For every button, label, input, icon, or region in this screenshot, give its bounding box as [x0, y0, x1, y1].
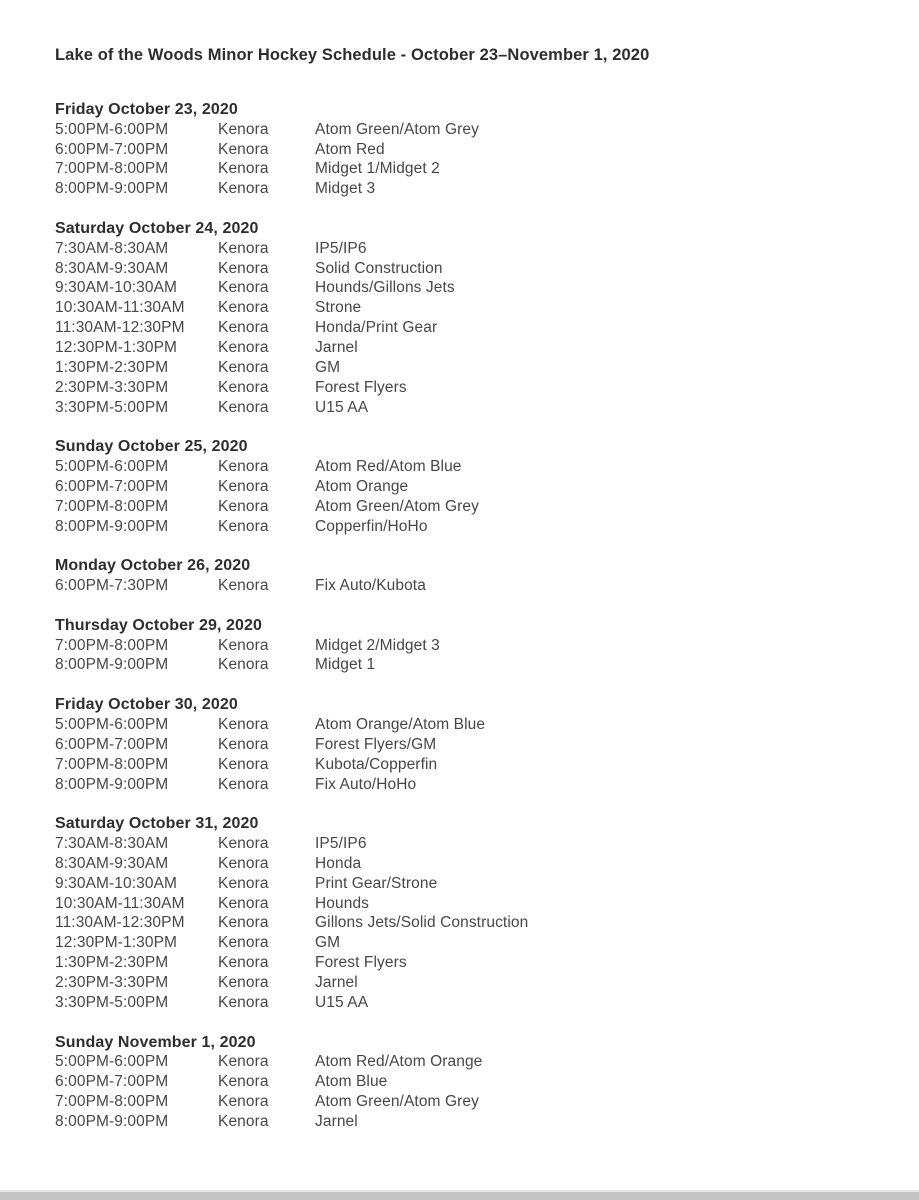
time-slot: 10:30AM-11:30AM — [55, 299, 185, 317]
location-label: Kenora — [218, 854, 269, 872]
time-slot: 8:30AM-9:30AM — [55, 259, 169, 277]
time-slot: 8:00PM-9:00PM — [55, 180, 169, 198]
schedule-row — [55, 159, 879, 179]
location-label: Kenora — [218, 279, 269, 297]
time-slot: 7:00PM-8:00PM — [55, 160, 169, 178]
schedule-row — [55, 1052, 879, 1072]
schedule-row — [55, 338, 879, 358]
location-label: Kenora — [218, 338, 269, 356]
teams-label: Atom Red/Atom Blue — [315, 458, 462, 476]
section-date-header: Saturday October 31, 2020 — [55, 815, 259, 833]
location-label: Kenora — [218, 775, 269, 793]
location-label: Kenora — [218, 656, 269, 674]
location-label: Kenora — [218, 1093, 269, 1111]
section-date-header: Thursday October 29, 2020 — [55, 616, 263, 634]
teams-label: Forest Flyers — [315, 378, 407, 396]
teams-label: Hounds/Gillons Jets — [315, 279, 455, 297]
time-slot: 11:30AM-12:30PM — [55, 914, 185, 932]
teams-label: Honda/Print Gear — [315, 319, 438, 337]
teams-label: Fix Auto/HoHo — [315, 775, 417, 793]
teams-label: Jarnel — [315, 338, 358, 356]
teams-label: Jarnel — [315, 973, 358, 991]
teams-label: Copperfin/HoHo — [315, 517, 428, 535]
schedule-row — [55, 398, 879, 418]
location-label: Kenora — [218, 835, 269, 853]
schedule-row — [55, 477, 879, 497]
teams-label: Atom Green/Atom Grey — [315, 120, 479, 138]
location-label: Kenora — [218, 716, 269, 733]
location-label: Kenora — [218, 636, 269, 654]
teams-label: GM — [315, 358, 341, 376]
time-slot: 7:00PM-8:00PM — [55, 755, 169, 773]
schedule-row — [55, 179, 879, 199]
teams-label: Atom Blue — [315, 1073, 388, 1091]
teams-label: IP5/IP6 — [315, 239, 367, 257]
section-date-header: Friday October 30, 2020 — [55, 696, 238, 714]
time-slot: 5:00PM-6:00PM — [55, 120, 169, 138]
time-slot: 3:30PM-5:00PM — [55, 398, 169, 416]
location-label: Kenora — [218, 497, 269, 515]
schedule-row — [55, 239, 879, 259]
location-label: Kenora — [218, 993, 269, 1011]
schedule-section — [55, 219, 879, 417]
schedule-row — [55, 933, 879, 953]
teams-label: Solid Construction — [315, 259, 443, 277]
schedule-row — [55, 576, 879, 596]
time-slot: 8:00PM-9:00PM — [55, 656, 169, 674]
location-label: Kenora — [218, 120, 269, 138]
schedule-row — [55, 259, 879, 279]
schedule-row — [55, 1092, 879, 1112]
schedule-row — [55, 735, 879, 755]
time-slot: 7:30AM-8:30AM — [55, 239, 169, 257]
section-date-header: Friday October 23, 2020 — [55, 100, 238, 118]
location-label: Kenora — [218, 577, 269, 595]
teams-label: U15 AA — [315, 993, 369, 1011]
teams-label: Midget 2/Midget 3 — [315, 636, 440, 654]
teams-label: Atom Orange — [315, 477, 409, 495]
schedule-row — [55, 834, 879, 854]
time-slot: 5:00PM-6:00PM — [55, 716, 169, 733]
time-slot: 12:30PM-1:30PM — [55, 934, 178, 952]
location-label: Kenora — [218, 299, 269, 317]
schedule-row — [55, 993, 879, 1013]
teams-label: Jarnel — [315, 1112, 358, 1130]
time-slot: 8:00PM-9:00PM — [55, 775, 169, 793]
time-slot: 5:00PM-6:00PM — [55, 1053, 169, 1071]
teams-label: Midget 1 — [315, 656, 376, 674]
time-slot: 6:00PM-7:30PM — [55, 577, 169, 595]
location-label: Kenora — [218, 378, 269, 396]
teams-label: Midget 1/Midget 2 — [315, 160, 440, 178]
section-date-header: Saturday October 24, 2020 — [55, 219, 259, 237]
schedule-row — [55, 517, 879, 537]
location-label: Kenora — [218, 160, 269, 178]
schedule-row — [55, 715, 879, 735]
schedule-row — [55, 1112, 879, 1132]
schedule-row — [55, 655, 879, 675]
schedule-section — [55, 556, 879, 596]
schedule-row — [55, 636, 879, 656]
time-slot: 10:30AM-11:30AM — [55, 894, 185, 912]
teams-label: Gillons Jets/Solid Construction — [315, 914, 529, 932]
location-label: Kenora — [218, 477, 269, 495]
time-slot: 3:30PM-5:00PM — [55, 993, 169, 1011]
schedule-row — [55, 140, 879, 160]
teams-label: Kubota/Copperfin — [315, 755, 438, 773]
teams-label: GM — [315, 934, 341, 952]
location-label: Kenora — [218, 914, 269, 932]
teams-label: Print Gear/Strone — [315, 874, 438, 892]
time-slot: 7:00PM-8:00PM — [55, 636, 169, 654]
time-slot: 1:30PM-2:30PM — [55, 358, 169, 376]
schedule-section — [55, 695, 879, 794]
location-label: Kenora — [218, 934, 269, 952]
schedule-row — [55, 457, 879, 477]
schedule-row — [55, 497, 879, 517]
teams-label: Midget 3 — [315, 180, 376, 198]
location-label: Kenora — [218, 735, 269, 753]
time-slot: 2:30PM-3:30PM — [55, 973, 169, 991]
location-label: Kenora — [218, 1053, 269, 1071]
bottom-scrollbar[interactable] — [0, 1190, 919, 1200]
teams-label: Forest Flyers/GM — [315, 735, 437, 753]
location-label: Kenora — [218, 894, 269, 912]
time-slot: 7:00PM-8:00PM — [55, 497, 169, 515]
schedule-section — [55, 616, 879, 676]
location-label: Kenora — [218, 458, 269, 476]
time-slot: 5:00PM-6:00PM — [55, 458, 169, 476]
time-slot: 9:30AM-10:30AM — [55, 279, 178, 297]
schedule-row — [55, 874, 879, 894]
time-slot: 2:30PM-3:30PM — [55, 378, 169, 396]
teams-label: Atom Orange/Atom Blue — [315, 716, 486, 733]
time-slot: 9:30AM-10:30AM — [55, 874, 178, 892]
schedule-sections — [55, 100, 879, 1132]
schedule-row — [55, 120, 879, 140]
schedule-section — [55, 814, 879, 1012]
location-label: Kenora — [218, 874, 269, 892]
schedule-row — [55, 378, 879, 398]
teams-label: Atom Red/Atom Orange — [315, 1053, 483, 1071]
teams-label: Atom Green/Atom Grey — [315, 497, 479, 515]
schedule-row — [55, 953, 879, 973]
schedule-row — [55, 894, 879, 914]
location-label: Kenora — [218, 1112, 269, 1130]
time-slot: 7:00PM-8:00PM — [55, 1093, 169, 1111]
location-label: Kenora — [218, 1073, 269, 1091]
section-date-header: Sunday October 25, 2020 — [55, 438, 248, 456]
teams-label: Honda — [315, 854, 362, 872]
teams-label: U15 AA — [315, 398, 369, 416]
schedule-row — [55, 278, 879, 298]
time-slot: 12:30PM-1:30PM — [55, 338, 178, 356]
schedule-row — [55, 973, 879, 993]
teams-label: Fix Auto/Kubota — [315, 577, 426, 595]
time-slot: 8:00PM-9:00PM — [55, 517, 169, 535]
schedule-row — [55, 298, 879, 318]
location-label: Kenora — [218, 319, 269, 337]
time-slot: 6:00PM-7:00PM — [55, 1073, 169, 1091]
schedule-row — [55, 775, 879, 795]
schedule-section — [55, 437, 879, 536]
page-title: Lake of the Woods Minor Hockey Schedule - October 23–November 1, 2020 — [55, 46, 650, 64]
time-slot: 7:30AM-8:30AM — [55, 835, 169, 853]
section-date-header: Sunday November 1, 2020 — [55, 1033, 256, 1051]
time-slot: 1:30PM-2:30PM — [55, 954, 169, 972]
teams-label: Hounds — [315, 894, 370, 912]
location-label: Kenora — [218, 180, 269, 198]
teams-label: Forest Flyers — [315, 954, 407, 972]
time-slot: 6:00PM-7:00PM — [55, 477, 169, 495]
location-label: Kenora — [218, 517, 269, 535]
location-label: Kenora — [218, 755, 269, 773]
teams-label: Atom Red — [315, 140, 385, 158]
location-label: Kenora — [218, 398, 269, 416]
location-label: Kenora — [218, 973, 269, 991]
schedule-row — [55, 854, 879, 874]
time-slot: 6:00PM-7:00PM — [55, 735, 169, 753]
teams-label: Strone — [315, 299, 362, 317]
location-label: Kenora — [218, 954, 269, 972]
section-date-header: Monday October 26, 2020 — [55, 557, 251, 575]
time-slot: 6:00PM-7:00PM — [55, 140, 169, 158]
schedule-section — [55, 100, 879, 199]
schedule-row — [55, 913, 879, 933]
teams-label: IP5/IP6 — [315, 835, 367, 853]
schedule-row — [55, 318, 879, 338]
location-label: Kenora — [218, 358, 269, 376]
schedule-section — [55, 1033, 879, 1132]
time-slot: 11:30AM-12:30PM — [55, 319, 185, 337]
time-slot: 8:30AM-9:30AM — [55, 854, 169, 872]
schedule-row — [55, 755, 879, 775]
schedule-row — [55, 1072, 879, 1092]
teams-label: Atom Green/Atom Grey — [315, 1093, 479, 1111]
location-label: Kenora — [218, 259, 269, 277]
time-slot: 8:00PM-9:00PM — [55, 1112, 169, 1130]
schedule-row — [55, 358, 879, 378]
location-label: Kenora — [218, 239, 269, 257]
location-label: Kenora — [218, 140, 269, 158]
